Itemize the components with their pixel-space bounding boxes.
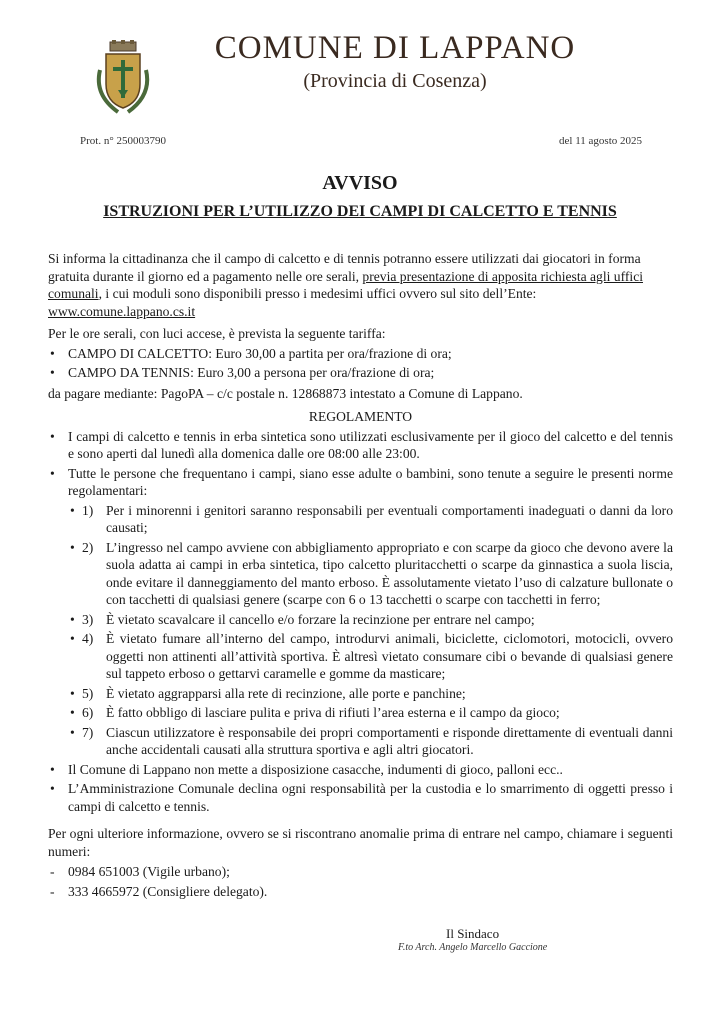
norm-item bbox=[68, 724, 673, 759]
tariff-intro: Per le ore serali, con luci accese, è prevista la seguente tariffa: bbox=[48, 326, 386, 341]
norm-text: Per i minorenni i genitori saranno responsabili per eventuali comportamenti inadeguati o danni da loro causati; bbox=[106, 502, 673, 535]
rule-item-norms bbox=[48, 465, 673, 759]
norm-item bbox=[68, 539, 673, 609]
norm-item bbox=[68, 704, 673, 722]
tariff-list bbox=[48, 345, 673, 382]
intro-underlined-text: previa presentazione di apposita richiesta agli uffici comunali bbox=[48, 268, 643, 301]
rule-item: • I campi di calcetto e tennis in erba sintetica sono utilizzati esclusivamente per il gioco del calcetto e del tennis e sono aperti dal lunedì alla domenica dalle ore 08:00 alle 23:00. bbox=[48, 428, 673, 463]
contact-item: - 0984 651003 (Vigile urbano); bbox=[48, 863, 673, 881]
norm-number: • 3) bbox=[82, 611, 94, 627]
norm-item bbox=[68, 685, 673, 703]
rules-list bbox=[48, 428, 673, 816]
intro-paragraph bbox=[48, 250, 673, 320]
tariff-item: • CAMPO DI CALCETTO: Euro 30,00 a partita per ora/frazione di ora; bbox=[48, 345, 673, 363]
norm-text: Ciascun utilizzatore è responsabile dei propri comportamenti e risponde direttamente di eventuali danni anche accidentali causati alla struttura sportiva e agli altri giocatori. bbox=[106, 724, 673, 757]
norm-item bbox=[68, 502, 673, 537]
norm-number: • 1) bbox=[82, 502, 94, 518]
norm-text: È fatto obbligo di lasciare pulita e priva di rifiuti l’area esterna e il campo da gioco; bbox=[106, 705, 560, 720]
norm-number: • 7) bbox=[82, 724, 94, 740]
coat-of-arms-icon bbox=[88, 40, 158, 116]
website-link[interactable]: www.comune.lappano.cs.it bbox=[48, 303, 196, 319]
norm-text: È vietato aggrapparsi alla rete di recinzione, alle porte e panchine; bbox=[106, 685, 466, 701]
signature-name: F.to Arch. Angelo Marcello Gaccione bbox=[398, 942, 548, 953]
regulation-title: REGOLAMENTO bbox=[308, 409, 413, 424]
notice-body bbox=[48, 250, 673, 902]
contact-item: - 333 4665972 (Consigliere delegato). bbox=[48, 883, 673, 901]
payment-info: da pagare mediante: PagoPA – c/c postale n. 12868873 intestato a Comune di Lappano. bbox=[48, 385, 523, 401]
norm-item bbox=[68, 611, 673, 629]
norm-number: • 6) bbox=[82, 705, 94, 720]
rule-item: • Il Comune di Lappano non mette a disposizione casacche, indumenti di gioco, palloni ecc.. bbox=[48, 761, 673, 779]
norm-number: • 5) bbox=[82, 685, 94, 701]
norm-number: • 4) bbox=[82, 631, 94, 646]
municipality-name: COMUNE DI LAPPANO bbox=[214, 30, 576, 66]
document-date: del 11 agosto 2025 bbox=[559, 135, 642, 147]
norm-item bbox=[68, 630, 673, 683]
rule-item: • L’Amministrazione Comunale declina ogni responsabilità per la custodia e lo smarrimento di oggetti presso i campi di calcetto e tennis. bbox=[48, 780, 673, 815]
rule-item-text: Tutte le persone che frequentano i campi, siano esse adulte o bambini, sono tenute a seguire le presenti norme regolamentari: bbox=[68, 465, 673, 498]
notice-title: AVVISO bbox=[322, 172, 398, 194]
norm-text: L’ingresso nel campo avviene con abbigliamento appropriato e con scarpe da gioco che devono avere la suola adatta ai campi in erba sintetica, tipo calcetto pluritacchetti o scarpe da ginnastica a suola liscia, onde evitare il danneggiamento del manto erboso. È assolutamente vietato l’uso di calzature bullonate o con tacchetti di qualsiasi genere (scarpe con 6 o 13 tacchetti o scarpe con tacchetti in ferro; bbox=[106, 539, 673, 607]
intro-text-1: Si informa la cittadinanza che il campo di calcetto e di tennis potranno essere utilizzati dai giocatori in forma gratuita durante il giorno ed a pagamento nelle ore serali, bbox=[48, 251, 641, 284]
contacts-intro: Per ogni ulteriore informazione, ovvero se si riscontrano anomalie prima di entrare nel campo, chiamare i seguenti numeri: bbox=[48, 826, 673, 859]
norm-number: • 2) bbox=[82, 539, 94, 555]
tariff-item: • CAMPO DA TENNIS: Euro 3,00 a persona per ora/frazione di ora; bbox=[48, 364, 673, 382]
norm-text: È vietato fumare all’interno del campo, introdurvi animali, biciclette, ciclomotori, motocicli, ovvero oggetti non attinenti all’attività sportiva. È altresì vietato consumare cibi o bevande di qualsiasi genere sul tappeto erboso o gettarvi caramelle e gomme da masticare; bbox=[106, 631, 673, 681]
province-name: (Provincia di Cosenza) bbox=[303, 70, 487, 92]
norm-text: È vietato scavalcare il cancello e/o forzare la recinzione per entrare nel campo; bbox=[106, 611, 535, 627]
protocol-number: Prot. n° 250003790 bbox=[80, 135, 166, 147]
notice-subtitle: ISTRUZIONI PER L’UTILIZZO DEI CAMPI DI CALCETTO E TENNIS bbox=[103, 203, 617, 220]
contacts-list bbox=[48, 863, 673, 900]
signature-title: Il Sindaco bbox=[446, 926, 500, 941]
intro-text-2: , i cui moduli sono disponibili presso i medesimi uffici ovvero sul sito dell’Ente: bbox=[98, 286, 537, 301]
norms-list bbox=[68, 502, 673, 759]
